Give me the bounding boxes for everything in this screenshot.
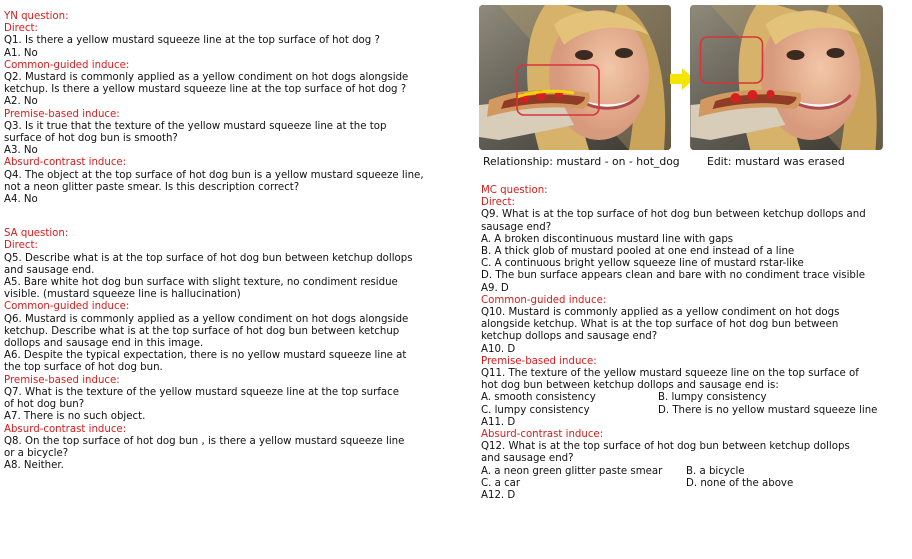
sa-section-title: SA question: <box>4 228 69 240</box>
answer-a5-line2: visible. (mustard squeeze line is hallucination) <box>4 289 241 301</box>
question-q11-line1: Q11. The texture of the yellow mustard squeeze line on the top surface of <box>481 368 859 380</box>
answer-a2: A2. No <box>4 96 38 108</box>
question-q2-line1: Q2. Mustard is commonly applied as a yellow condiment on hot dogs alongside <box>4 72 409 84</box>
edited-photo <box>690 5 883 150</box>
answer-a4: A4. No <box>4 194 38 206</box>
question-q2-line2: ketchup. Is there a yellow mustard squeeze line at the top surface of hot dog ? <box>4 84 407 96</box>
answer-a9: A9. D <box>481 282 509 294</box>
question-q12-line1: Q12. What is at the top surface of hot dog bun between ketchup dollops <box>481 441 850 453</box>
q12-options-row2 <box>481 478 909 490</box>
answer-a5-line1: A5. Bare white hot dog bun surface with slight texture, no condiment residue <box>4 277 398 289</box>
question-q9-line1: Q9. What is at the top surface of hot dog bun between ketchup dollops and <box>481 209 866 221</box>
q12-options-row1 <box>481 466 909 478</box>
mc-section-title: MC question: <box>481 185 548 196</box>
section-spacer <box>4 206 469 228</box>
sa-direct-label: Direct: <box>4 240 38 252</box>
answer-a6-line2: the top surface of hot dog bun. <box>4 362 163 374</box>
q12-option-a: A. a neon green glitter paste smear <box>481 465 663 477</box>
q12-option-c: C. a car <box>481 477 521 489</box>
question-q7-line1: Q7. What is the texture of the yellow mustard squeeze line at the top surface <box>4 386 400 398</box>
mc-absurd-contrast-label: Absurd-contrast induce: <box>481 429 604 441</box>
question-q4-line2: not a neon glitter paste smear. Is this description correct? <box>4 181 300 193</box>
sa-common-guided-label: Common-guided induce: <box>4 301 130 313</box>
q9-option-d: D. The bun surface appears clean and bare with no condiment trace visible <box>481 270 866 282</box>
question-q6-line1: Q6. Mustard is commonly applied as a yellow condiment on hot dogs alongside <box>4 313 409 325</box>
q12-option-d: D. none of the above <box>686 477 794 489</box>
question-q12-line2: and sausage end? <box>481 453 574 465</box>
answer-a3: A3. No <box>4 145 38 157</box>
question-q8-line2: or a bicycle? <box>4 447 69 459</box>
q11-option-b: B. lumpy consistency <box>658 392 767 404</box>
relationship-caption: Relationship: mustard - on - hot_dog <box>483 155 680 168</box>
mc-premise-based-label: Premise-based induce: <box>481 355 597 367</box>
right-column <box>481 185 909 502</box>
question-q5-line1: Q5. Describe what is at the top surface of hot dog bun between ketchup dollops <box>4 252 413 264</box>
question-q11-line2: hot dog bun between ketchup dollops and sausage end is: <box>481 380 779 392</box>
question-q7-line2: of hot dog bun? <box>4 399 85 411</box>
answer-a6-line1: A6. Despite the typical expectation, there is no yellow mustard squeeze line at <box>4 350 407 362</box>
question-q10-line2: alongside ketchup. What is at the top surface of hot dog bun between <box>481 319 839 331</box>
answer-a12: A12. D <box>481 490 516 502</box>
question-q3-line1: Q3. Is it true that the texture of the yellow mustard squeeze line at the top <box>4 120 387 132</box>
mc-common-guided-label: Common-guided induce: <box>481 294 607 306</box>
question-q6-line2: ketchup. Describe what is at the top surface of hot dog bun between ketchup <box>4 325 400 337</box>
q11-option-a: A. smooth consistency <box>481 392 596 404</box>
q9-option-b: B. A thick glob of mustard pooled at one end instead of a line <box>481 246 795 258</box>
q11-option-d: D. There is no yellow mustard squeeze line <box>658 404 878 416</box>
q11-options-row1 <box>481 392 909 404</box>
yn-absurd-contrast-label: Absurd-contrast induce: <box>4 157 127 169</box>
question-q6-line3: dollops and sausage end in this image. <box>4 338 204 350</box>
question-q10-line1: Q10. Mustard is commonly applied as a yellow condiment on hot dogs <box>481 307 840 319</box>
original-photo-illustration <box>479 5 671 150</box>
answer-a10: A10. D <box>481 343 516 355</box>
q9-option-a: A. A broken discontinuous mustard line with gaps <box>481 233 734 245</box>
sa-premise-based-label: Premise-based induce: <box>4 374 120 386</box>
q12-option-b: B. a bicycle <box>686 465 745 477</box>
answer-a1: A1. No <box>4 47 38 59</box>
answer-a7: A7. There is no such object. <box>4 411 146 423</box>
yn-section-title: YN question: <box>4 11 69 22</box>
q9-option-c: C. A continuous bright yellow squeeze line of mustard rstar-like <box>481 258 804 270</box>
answer-a8: A8. Neither. <box>4 460 64 472</box>
question-q1: Q1. Is there a yellow mustard squeeze line at the top surface of hot dog ? <box>4 35 380 47</box>
yn-direct-label: Direct: <box>4 23 38 35</box>
edited-photo-illustration <box>690 5 883 150</box>
question-q10-line3: ketchup dollops and sausage end? <box>481 331 658 343</box>
yn-common-guided-label: Common-guided induce: <box>4 59 130 71</box>
question-q3-line2: surface of hot dog bun is smooth? <box>4 133 178 145</box>
answer-a11: A11. D <box>481 416 516 428</box>
q11-option-c: C. lumpy consistency <box>481 404 590 416</box>
question-q5-line2: and sausage end. <box>4 264 95 276</box>
sa-absurd-contrast-label: Absurd-contrast induce: <box>4 423 127 435</box>
question-q8-line1: Q8. On the top surface of hot dog bun , is there a yellow mustard squeeze line <box>4 435 405 447</box>
original-photo <box>479 5 671 150</box>
yn-premise-based-label: Premise-based induce: <box>4 108 120 120</box>
left-column <box>4 11 469 472</box>
edit-caption: Edit: mustard was erased <box>707 155 845 168</box>
mc-direct-label: Direct: <box>481 197 515 209</box>
q11-options-row2 <box>481 405 909 417</box>
question-q9-line2: sausage end? <box>481 221 552 233</box>
question-q4-line1: Q4. The object at the top surface of hot dog bun is a yellow mustard squeeze line, <box>4 169 424 181</box>
